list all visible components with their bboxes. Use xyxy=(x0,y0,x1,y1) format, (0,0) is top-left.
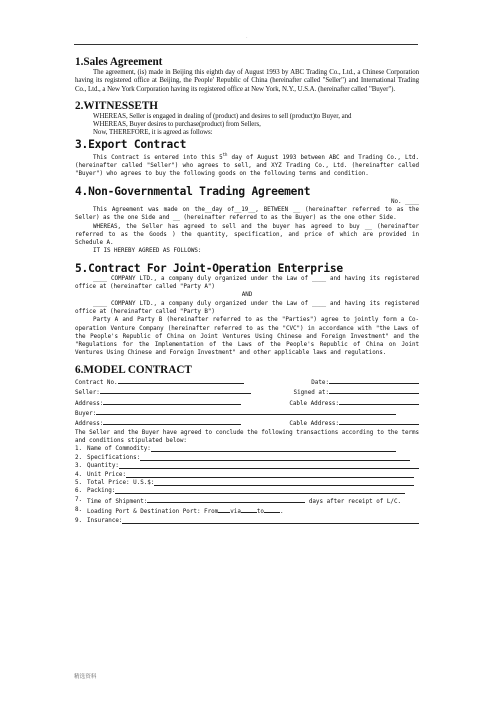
list-item: 1. Name of Commodity: xyxy=(75,445,419,453)
address-label: Address: xyxy=(75,400,104,407)
contract-no-field[interactable] xyxy=(118,377,244,384)
section-2-para-1: WHEREAS, Seller is engaged in dealing of (product) and desires to sell (product)to Buyer, and xyxy=(93,112,352,120)
item-8-label: Loading Port & Destination Port: From xyxy=(87,509,219,516)
item-9-field[interactable] xyxy=(122,517,419,524)
item-3-field[interactable] xyxy=(119,462,419,469)
list-item: 8. Loading Port & Destination Port: From via to . xyxy=(75,507,284,516)
list-item: 7. Time of Shipment: days after receipt of L/C. xyxy=(75,496,402,505)
section-5-and: AND xyxy=(241,292,253,299)
buyer-label: Buyer: xyxy=(75,410,97,417)
list-item: 5. Total Price: U.S.$: xyxy=(75,479,419,487)
section-5-para-3: Party A and Party B (hereinafter referred to as the "Parties") agree to jointly form a Co-operation Venture Company (hereinafter referred to as the "CVC") in accordance with "the Laws of the People's Republic of China on Joint Ventures Using Chinese and Foreign Investment" and the "Regulations for the Implementation of the Laws of the People's Republic of China on Joint Ventures Using Chinese and Foreign Investment" and other applicable laws and regulations. xyxy=(75,317,419,357)
seller-label: Seller: xyxy=(75,390,100,397)
item-8-to-field[interactable] xyxy=(264,506,280,513)
item-4-label: Unit Price: xyxy=(87,471,127,478)
cable-address-field[interactable] xyxy=(339,398,419,405)
address-field[interactable] xyxy=(103,398,241,405)
item-5-label: Total Price: U.S.$: xyxy=(87,479,155,486)
header-dot: · xyxy=(246,36,248,41)
section-3-body-a: This Contract is entered into this 5 xyxy=(93,154,223,161)
address2-row xyxy=(75,418,419,428)
item-6-field[interactable] xyxy=(115,487,405,494)
item-7-label: Time of Shipment: xyxy=(87,498,148,505)
list-item: 2. Specifications: xyxy=(75,454,419,462)
item-8-from-field[interactable] xyxy=(218,506,230,513)
contract-no-row xyxy=(75,377,419,387)
item-9-label: Insurance: xyxy=(87,517,123,524)
section-2-title: 2.WITNESSETH xyxy=(75,99,159,112)
footer-text: 精选资料 xyxy=(74,674,97,680)
cable-address2-field[interactable] xyxy=(339,418,419,425)
item-2-label: Specifications: xyxy=(87,454,141,461)
list-item: 6. Packing: xyxy=(75,487,419,495)
item-3-label: Quantity: xyxy=(87,463,119,470)
section-2-para-3: Now, THEREFORE, it is agreed as follows: xyxy=(93,129,213,137)
list-item: 4. Unit Price: xyxy=(75,471,419,479)
buyer-row xyxy=(75,408,419,418)
buyer-field[interactable] xyxy=(96,408,396,415)
section-4-number: No. ____ xyxy=(391,198,419,205)
section-3-title: 3.Export Contract xyxy=(75,137,187,151)
section-1-title: 1.Sales Agreement xyxy=(75,56,163,68)
cable-address2-label: Cable Address: xyxy=(289,421,339,428)
section-5-para-1: ____ COMPANY LTD., a company duly organized under the Law of ____ and having its registered office at (hereinafter called "Party A") xyxy=(75,275,419,291)
item-8-to: to xyxy=(256,509,264,516)
address2-label: Address: xyxy=(75,421,104,428)
section-1-body: The agreement, (is) made in Beijing this eighth day of August 1993 by ABC Trading Co., Ltd., a Chinese Corporation having its registered office at Beijing, the People' Republic of China (hereinafter called "Seller") and International Trading Co., Ltd., a New York Corporation having its registered office at New York, N.Y., U.S.A. (hereinafter called "Buyer"). xyxy=(75,69,419,93)
section-6-title: 6.MODEL CONTRACT xyxy=(75,363,192,376)
document-body xyxy=(75,56,419,525)
signed-at-field[interactable] xyxy=(329,387,419,394)
section-4-para-1: This Agreement was made on the__day of__19__, BETWEEN __ (hereinafter referred to as the Seller) as the one Side and __ (hereinafter referred to as the Buyer) as the one other Side. xyxy=(75,206,419,222)
item-1-field[interactable] xyxy=(151,445,396,452)
seller-row xyxy=(75,387,419,397)
section-6-intro: The Seller and the Buyer have agreed to conclude the following transactions according to the terms and conditions stipulated below: xyxy=(75,429,419,445)
contract-no-label: Contract No. xyxy=(75,379,118,386)
date-label: Date: xyxy=(311,379,329,386)
item-7-tail: days after receipt of L/C. xyxy=(308,498,402,505)
cable-address-label: Cable Address: xyxy=(289,400,339,407)
item-6-label: Packing: xyxy=(87,488,116,495)
address-row xyxy=(75,398,419,408)
address2-field[interactable] xyxy=(103,418,241,425)
list-item: 3. Quantity: xyxy=(75,462,419,470)
list-item: 9. Insurance: xyxy=(75,517,419,525)
item-1-label: Name of Commodity: xyxy=(87,446,151,453)
item-2-field[interactable] xyxy=(140,454,410,461)
item-8-via-field[interactable] xyxy=(241,506,257,513)
section-3-body-b: day of August 1993 between ABC and Trading Co., Ltd. (hereinafter called "Seller") who agrees to sell, and XYZ Trading Co., Ltd. (hereinafter called "Buyer") who agrees to buy the following goods on the following terms and condition. xyxy=(75,154,419,178)
section-3-body xyxy=(75,151,419,179)
item-8-via: via xyxy=(230,509,241,516)
item-4-field[interactable] xyxy=(126,471,414,478)
section-4-title: 4.Non-Governmental Trading Agreement xyxy=(75,184,311,198)
date-field[interactable] xyxy=(329,377,419,384)
section-4-para-3: IT IS HEREBY AGREED AS FOLLOWS: xyxy=(93,248,202,255)
section-4-para-2: WHEREAS, the Seller has agreed to sell and the buyer has agreed to buy __ (hereinafter referred to as the Goods ) the quantity, specification, and price of which are provided in Schedule A. xyxy=(75,223,419,247)
item-5-field[interactable] xyxy=(154,479,414,486)
section-5-title: 5.Contract For Joint-Operation Enterprise xyxy=(75,261,343,275)
section-3-body-sup: th xyxy=(222,151,228,157)
seller-field[interactable] xyxy=(100,387,251,394)
section-2-para-2: WHEREAS, Buyer desires to purchase(product) from Sellers, xyxy=(93,121,261,129)
section-5-para-2: ____ COMPANY LTD., a company duly organized under the Law of ____ and having its registered office at (hereinafter called "Party B") xyxy=(75,300,419,315)
signed-at-label: Signed at: xyxy=(293,390,329,397)
item-7-field[interactable] xyxy=(147,496,305,503)
header-rule xyxy=(74,44,418,45)
